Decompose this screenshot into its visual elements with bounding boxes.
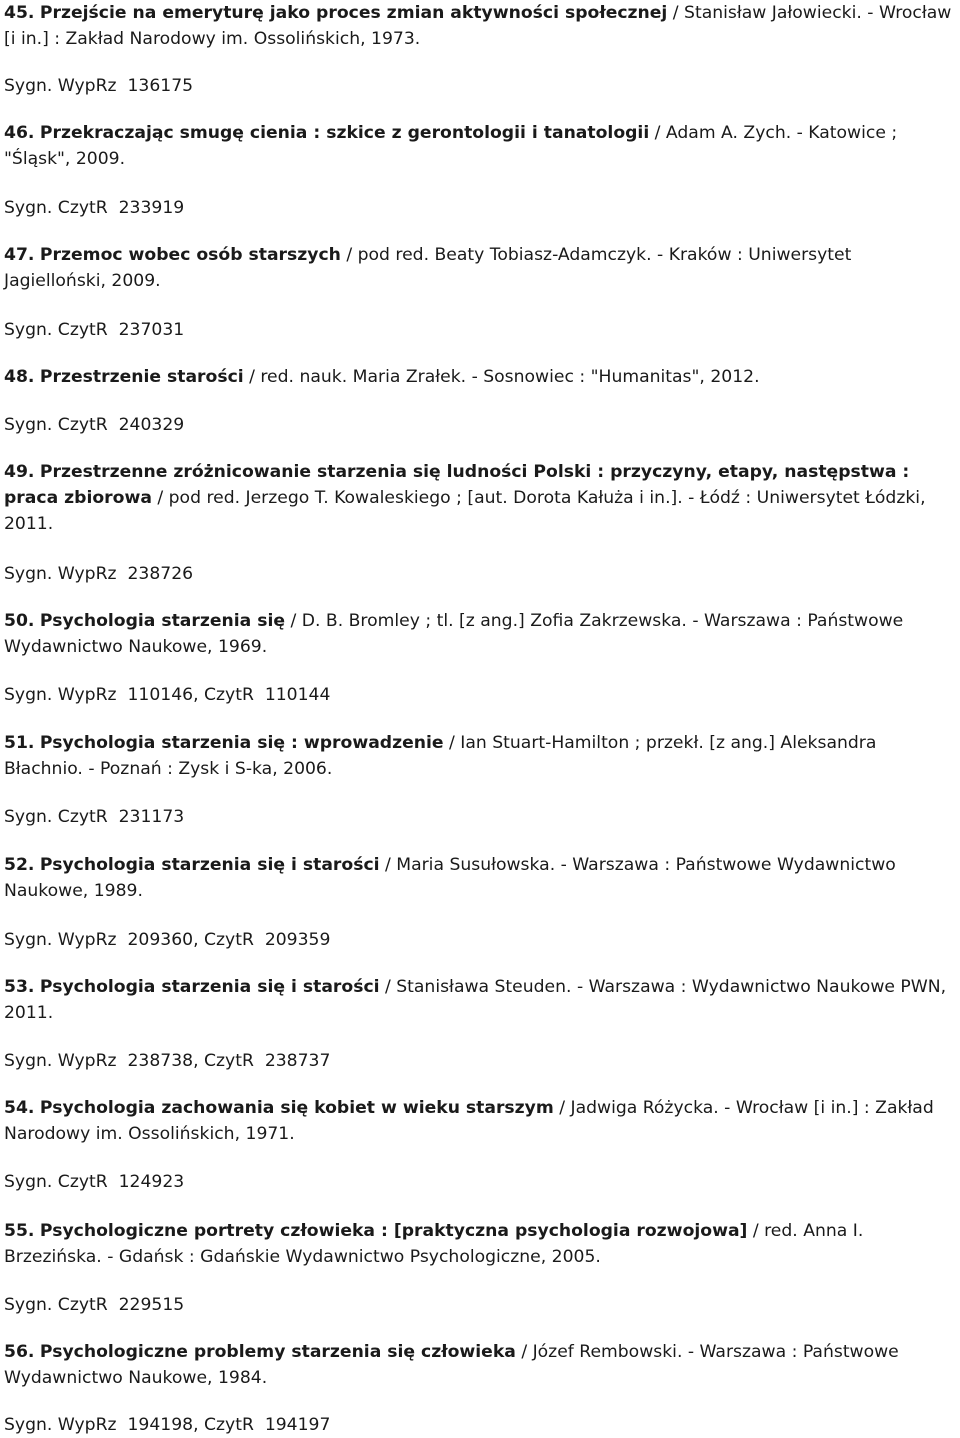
- entry-details: / Ian Stuart-Hamilton ; przekł. [z ang.] Aleksandra Błachnio. - Poznań : Zysk i S-ka, 2006.: [4, 733, 877, 779]
- entry-call-number: Sygn. WypRz 110146, CzytR 110144: [4, 685, 331, 705]
- bibliography-entry-54: [4, 1095, 958, 1192]
- entry-number: 49.: [4, 462, 35, 482]
- entry-title: Przekraczając smugę cienia : szkice z gerontologii i tanatologii: [39, 123, 650, 143]
- bibliography-entry-55: [4, 1218, 958, 1315]
- entry-number: 47.: [4, 245, 35, 265]
- bibliography-entry-52: [4, 852, 958, 950]
- entry-number: 46.: [4, 123, 35, 143]
- bibliography-entry-46: [4, 120, 958, 218]
- entry-call-number: Sygn. WypRz 238738, CzytR 238737: [4, 1051, 331, 1071]
- entry-title: Przestrzenne zróżnicowanie starzenia się ludności Polski : przyczyny, etapy, następstwa : praca zbiorowa: [4, 462, 910, 508]
- entry-title: Psychologiczne problemy starzenia się człowieka: [39, 1342, 516, 1362]
- entry-description: [4, 459, 958, 537]
- entry-description: [4, 364, 958, 390]
- entry-call-number: Sygn. WypRz 136175: [4, 76, 194, 96]
- entry-details: / pod red. Beaty Tobiasz-Adamczyk. - Kraków : Uniwersytet Jagielloński, 2009.: [4, 245, 852, 291]
- entry-call-number: Sygn. CzytR 233919: [4, 198, 185, 218]
- bibliography-entry-48: [4, 364, 958, 435]
- entry-details: / pod red. Jerzego T. Kowaleskiego ; [aut. Dorota Kałuża i in.]. - Łódź : Uniwersytet Łódzki, 2011.: [4, 488, 926, 534]
- entry-description: [4, 852, 958, 904]
- entry-title: Psychologia starzenia się i starości: [39, 855, 380, 875]
- entry-number: 52.: [4, 855, 35, 875]
- bibliography-entry-56: [4, 1339, 958, 1435]
- bibliography-entry-49: [4, 459, 958, 584]
- entry-description: [4, 1095, 958, 1147]
- entry-title: Psychologia starzenia się : wprowadzenie: [39, 733, 444, 753]
- entry-title: Przestrzenie starości: [39, 367, 244, 387]
- entry-details: / Adam A. Zych. - Katowice ; "Śląsk", 2009.: [4, 123, 898, 169]
- entry-details: / Stanisław Jałowiecki. - Wrocław [i in.] : Zakład Narodowy im. Ossolińskich, 1973.: [4, 3, 952, 49]
- bibliography-entry-47: [4, 242, 958, 340]
- bibliography-entry-53: [4, 974, 958, 1071]
- entry-number: 55.: [4, 1221, 35, 1241]
- entry-number: 53.: [4, 977, 35, 997]
- bibliography-entry-45: [4, 0, 958, 96]
- entry-title: Psychologiczne portrety człowieka : [praktyczna psychologia rozwojowa]: [39, 1221, 748, 1241]
- entry-call-number: Sygn. CzytR 124923: [4, 1172, 185, 1192]
- entry-number: 56.: [4, 1342, 35, 1362]
- entry-description: [4, 1339, 958, 1391]
- entry-details: / D. B. Bromley ; tl. [z ang.] Zofia Zakrzewska. - Warszawa : Państwowe Wydawnictwo Naukowe, 1969.: [4, 611, 904, 657]
- entry-details: / Jadwiga Różycka. - Wrocław [i in.] : Zakład Narodowy im. Ossolińskich, 1971.: [4, 1098, 934, 1144]
- entry-call-number: Sygn. CzytR 240329: [4, 415, 185, 435]
- entry-title: Psychologia zachowania się kobiet w wieku starszym: [39, 1098, 554, 1118]
- entry-description: [4, 120, 958, 172]
- entry-title: Psychologia starzenia się i starości: [39, 977, 380, 997]
- entry-title: Przemoc wobec osób starszych: [39, 245, 341, 265]
- entry-call-number: Sygn. CzytR 229515: [4, 1295, 185, 1315]
- entry-details: / red. Anna I. Brzezińska. - Gdańsk : Gdańskie Wydawnictwo Psychologiczne, 2005.: [4, 1221, 864, 1267]
- entry-description: [4, 242, 958, 294]
- entry-description: [4, 608, 958, 660]
- entry-details: / Maria Susułowska. - Warszawa : Państwowe Wydawnictwo Naukowe, 1989.: [4, 855, 896, 901]
- entry-call-number: Sygn. WypRz 194198, CzytR 194197: [4, 1415, 331, 1435]
- bibliography-entry-50: [4, 608, 958, 705]
- entry-call-number: Sygn. WypRz 209360, CzytR 209359: [4, 930, 331, 950]
- bibliography-entry-51: [4, 730, 958, 827]
- entry-details: / Stanisława Steuden. - Warszawa : Wydawnictwo Naukowe PWN, 2011.: [4, 977, 947, 1023]
- entry-number: 45.: [4, 3, 35, 23]
- entry-number: 48.: [4, 367, 35, 387]
- entry-details: / Józef Rembowski. - Warszawa : Państwowe Wydawnictwo Naukowe, 1984.: [4, 1342, 899, 1388]
- entry-call-number: Sygn. CzytR 237031: [4, 320, 185, 340]
- entry-call-number: Sygn. CzytR 231173: [4, 807, 185, 827]
- entry-number: 51.: [4, 733, 35, 753]
- entry-description: [4, 730, 958, 782]
- entry-title: Przejście na emeryturę jako proces zmian aktywności społecznej: [39, 3, 668, 23]
- entry-title: Psychologia starzenia się: [39, 611, 286, 631]
- entry-number: 54.: [4, 1098, 35, 1118]
- entry-number: 50.: [4, 611, 35, 631]
- entry-description: [4, 974, 958, 1026]
- entry-call-number: Sygn. WypRz 238726: [4, 564, 194, 584]
- entry-description: [4, 1218, 958, 1270]
- entry-details: / red. nauk. Maria Zrałek. - Sosnowiec : "Humanitas", 2012.: [243, 367, 760, 387]
- entry-description: [4, 0, 958, 52]
